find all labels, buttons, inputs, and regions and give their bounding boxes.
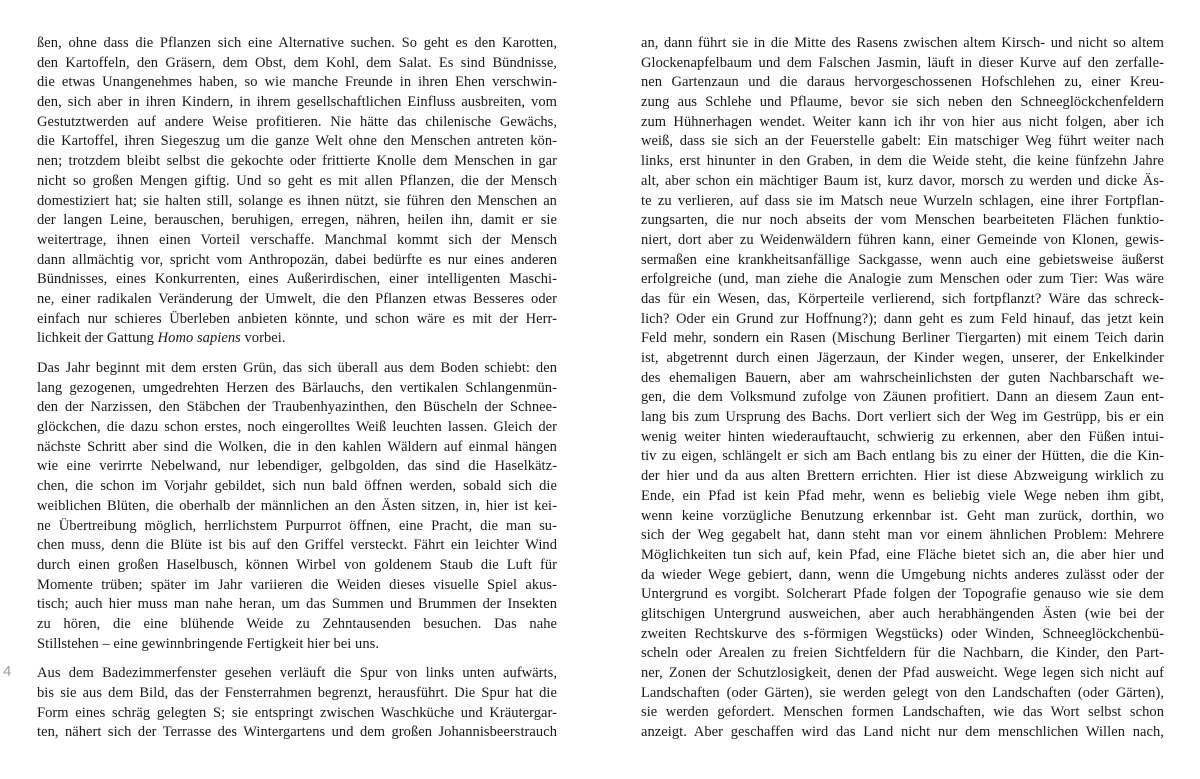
- text-line: zung aus Schlehe und Pflaume, bevor sie sich neben den Schneeglöckchenfeldern: [641, 94, 1164, 111]
- margin-paragraph-number: 4: [3, 663, 12, 680]
- text-line: zweiten Rechtskurve des s-förmigen Wegstücks) oder Winden, Schneeglöckchenbü-: [641, 625, 1164, 642]
- text-line: die Kartoffel, ihren Siegeszug um die ganze Welt ohne den Menschen antreten kön-: [37, 133, 557, 150]
- text-line: wenn keine vorzügliche Benutzung erkennbar ist. Geht man zurück, dorthin, wo: [641, 507, 1164, 524]
- text-line: durch einen großen Haselbusch, können Wirbel von goldenem Staub die Luft für: [37, 556, 557, 573]
- text-line: der hier und da aus alten Brettern errichten. Hier ist diese Abzweigung wirklich zu: [641, 468, 1164, 485]
- text-line: ist, abgetrennt durch einen Jägerzaun, der Kinder wegen, unserer, der Enkelkinder: [641, 350, 1164, 366]
- text-line: lich? Oder ein Grund zur Hoffnung?); dann geht es zum Feld hinauf, das jetzt kein: [641, 310, 1164, 327]
- text-line: Glockenapfelbaum und dem Falschen Jasmin, läuft in dieser Kurve auf den zerfalle-: [641, 54, 1164, 71]
- text-line: ten, nähert sich der Terrasse des Wintergartens und dem großen Johannisbeerstrauch: [37, 724, 557, 741]
- text-line: gen, die dem Volksmund zufolge von Zäunen profitiert. Dann an diesem Zaun ent-: [641, 389, 1164, 406]
- paragraph-plants-alliances: [37, 34, 557, 349]
- text-line: das für ein Wesen, das, Körperteile verlierend, sich fortpflanzt? Wäre das schreck-: [641, 290, 1164, 307]
- text-line: bis sie aus dem Bild, das der Fensterrahmen begrenzt, herausführt. Die Spur hat die: [37, 685, 557, 701]
- text-line: sie werden gefordert. Menschen formen Landschaften, wie das Wort selbst schon: [641, 704, 1164, 721]
- text-line: chen muss, denn die Blüte ist bis auf den Griffel versteckt. Fährt ein leichter Wind: [37, 537, 557, 554]
- right-page-column: [641, 34, 1164, 743]
- text-line: wenig weiter hinten wiederauftaucht, schwierig zu erkennen, aber den Füßen intui-: [641, 428, 1164, 445]
- text-line: Aus dem Badezimmerfenster gesehen verläuft die Spur von links unten aufwärts,: [37, 665, 557, 682]
- text-line: anzeigt. Aber geschaffen wird das Land nicht nur dem menschlichen Willen nach,: [641, 724, 1164, 741]
- text-line: glöckchen, die dazu schon erstes, noch eingerolltes Weiß leuchten lassen. Gleich der: [37, 419, 557, 436]
- text-line: einfach nur schieres Überleben anbieten könnte, und schon wäre es mit der Herr-: [37, 310, 557, 327]
- text-line: domestiziert hat; sie halten still, solange es ihnen nützt, sie führen den Menschen an: [37, 192, 557, 209]
- text-line: Ende, ein Pfad ist kein Pfad mehr, wenn es beliebig viele Wege neben ihm gibt,: [641, 487, 1164, 504]
- text-line: an, dann führt sie in die Mitte des Rasens zwischen altem Kirsch- und nicht so altem: [641, 35, 1164, 51]
- text-line: Gestutztwerden auf andere Weise profitieren. Nie hätte das chilenische Gewächs,: [37, 113, 557, 130]
- text-line: Momente trüben; später im Jahr variieren die Weiden dieses visuelle Spiel akus-: [37, 576, 557, 593]
- text-line: ner, Zonen der Schutzlosigkeit, denen der Pfad ausweicht. Wege legen sich nicht auf: [641, 665, 1164, 681]
- text-line: den der Narzissen, den Stäbchen der Traubenhyazinthen, den Büscheln der Schnee-: [37, 399, 557, 416]
- text-line: scheln oder Arealen zu freien Sichtfeldern für die Nachbarn, die Kinder, den Part-: [641, 645, 1164, 662]
- text-line: glitschigen Untergrund ausweichen, aber auch herabhängenden Ästen (wie bei der: [641, 605, 1164, 622]
- text-line: ne Übertreibung möglich, herrlichstem Purpurrot öffnen, eine Pracht, die man su-: [37, 517, 557, 534]
- text-line: Bündnisses, eines Konkurrenten, eines Außerirdischen, einer intelligenten Maschi-: [37, 271, 557, 288]
- paragraph-garden-path: [641, 34, 1164, 743]
- text-line: des ehemaligen Bauern, aber am wahrscheinlichsten der guten Nachbarschaft we-: [641, 369, 1164, 386]
- text-line: links, erst hinunter in den Graben, in dem die Weide steht, die keine fünfzehn Jahre: [641, 153, 1164, 170]
- paragraph-year-begins: [37, 359, 557, 654]
- text-line: wie eine verirrte Nebelwand, nur lebendiger, gelbgolden, das sind die Haselkätz-: [37, 458, 557, 475]
- text-line: den, sich aber in ihren Kindern, in ihrem gesellschaftlichen Einfluss ausbreiten, vom: [37, 94, 557, 111]
- text-line: zu hören, die eine blühende Weide zu Zehntausenden besuchen. Das nahe: [37, 615, 557, 632]
- text-line: den Kartoffeln, den Gräsern, dem Obst, dem Kohl, dem Salat. Es sind Bündnisse,: [37, 54, 557, 71]
- text-line: nen; trotzdem bleibt selbst die gekochte oder frittierte Knolle dem Menschen in gar: [37, 153, 557, 170]
- text-line: dann allmächtig vor, spricht vom Anthropozän, dabei bedürfte es nur eines anderen: [37, 251, 557, 268]
- text-line: niert, dort aber zu Weidenwäldern führen kann, einer Gemeinde von Klonen, gewis-: [641, 231, 1164, 248]
- text-line: zungsarten, die nur noch abseits der vom Menschen bearbeiteten Flächen funktio-: [641, 212, 1164, 229]
- text-line: tiv zu eigen, schlängelt er sich am Bach entlang bis zu einer der Hütten, die die Kin-: [641, 448, 1164, 465]
- left-page-column: [37, 34, 557, 743]
- text-line: weiblichen Blüten, die oberhalb der männlichen an den Ästen sitzen, in, hier ist kei-: [37, 497, 557, 514]
- text-line: erfolgreiche (und, man ziehe die Analogie zum Menschen oder zum Tier: Was wäre: [641, 271, 1164, 288]
- text-line: te zu verlieren, auf dass sie im Matsch neue Wurzeln schlagen, eine ihrer Fortpflan-: [641, 192, 1164, 209]
- text-line: weitertrage, ihnen einen Vorteil verschaffe. Manchmal kommt sich der Mensch: [37, 231, 557, 248]
- text-line: ßen, ohne dass die Pflanzen sich eine Alternative suchen. So geht es den Karotten,: [37, 35, 557, 51]
- text-line: lang bis zum Ursprung des Bachs. Dort verliert sich der Weg im Gestrüpp, bis er ein: [641, 409, 1164, 426]
- text-line: lichkeit der Gattung Homo sapiens vorbei.: [37, 330, 286, 347]
- text-line: Das Jahr beginnt mit dem ersten Grün, das sich überall aus dem Boden schiebt: den: [37, 360, 557, 376]
- text-line: nicht so großen Mengen giftig. Und so geht es mit allen Pflanzen, die der Mensch: [37, 172, 557, 189]
- text-line: Landschaften (oder Gärten), sie werden gelegt von den Landschaften (oder Gärten),: [641, 684, 1164, 701]
- text-line: da wieder Wege gebiert, dann, wenn die Umgebung nichts anderes zulässt oder der: [641, 566, 1164, 583]
- text-line: Stillstehen – eine gewinnbringende Fertigkeit hier bei uns.: [37, 635, 380, 652]
- text-line: chen, die schon im Vorjahr gebildet, sich nun bald öffnen werden, sobald sich die: [37, 478, 557, 495]
- text-line: ne, einer radikalen Veränderung der Umwelt, die den Pflanzen etwas Besseres oder: [37, 290, 557, 307]
- text-line: der langen Leine, berauschen, beruhigen, erregen, nähren, heilen ihn, damit er sie: [37, 212, 557, 229]
- text-line: weiß, dass sie sich an der Feuerstelle gabelt: Ein matschiger Weg führt weiter nach: [641, 133, 1164, 150]
- text-line: nen Gartenzaun und die daraus hervorgeschossenen Hofschlehen zu, einer Kreu-: [641, 74, 1164, 91]
- text-line: nächste Schritt aber sind die Wolken, die in den kahlen Wäldern auf einmal hängen: [37, 438, 557, 455]
- text-line: die etwas Unangenehmes haben, so wie manche Freunde in ihren Ehen verschwin-: [37, 74, 557, 91]
- text-line: Feld mehr, sondern ein Rasen (Mischung Berliner Tiergarten) mit einem Teich darin: [641, 330, 1164, 347]
- text-line: sermaßen eine krankheitsanfällige Sackgasse, wenn auch eine gebietsweise äußerst: [641, 251, 1164, 268]
- text-line: Untergrund es vorgibt. Solcherart Pfade folgen der Topografie genauso wie sie dem: [641, 586, 1164, 603]
- text-line: tisch; auch hier muss man nahe heran, um das Summen und Brummen der Insekten: [37, 596, 557, 613]
- text-line: sich der Weg gegabelt hat, dann steht man vor einem ähnlichen Problem: Mehrere: [641, 527, 1164, 544]
- paragraph-bathroom-window: [37, 664, 557, 743]
- text-line: lang gezogenen, umgedrehten Herzen des Bärlauchs, den vertikalen Schlangenmün-: [37, 379, 557, 396]
- text-line: alt, aber schon ein mächtiger Baum ist, kurz davor, morsch zu werden und dicke Äs-: [641, 172, 1164, 189]
- text-line: Möglichkeiten tun sich auf, kein Pfad, eine Fläche bietet sich an, die aber hier und: [641, 546, 1164, 563]
- text-line: Form eines schräg gelegten S; sie entspringt zwischen Waschküche und Kräutergar-: [37, 704, 557, 721]
- text-line: zum Hühnerhagen wendet. Weiter kann ich ihr von hier aus nicht folgen, aber ich: [641, 113, 1164, 130]
